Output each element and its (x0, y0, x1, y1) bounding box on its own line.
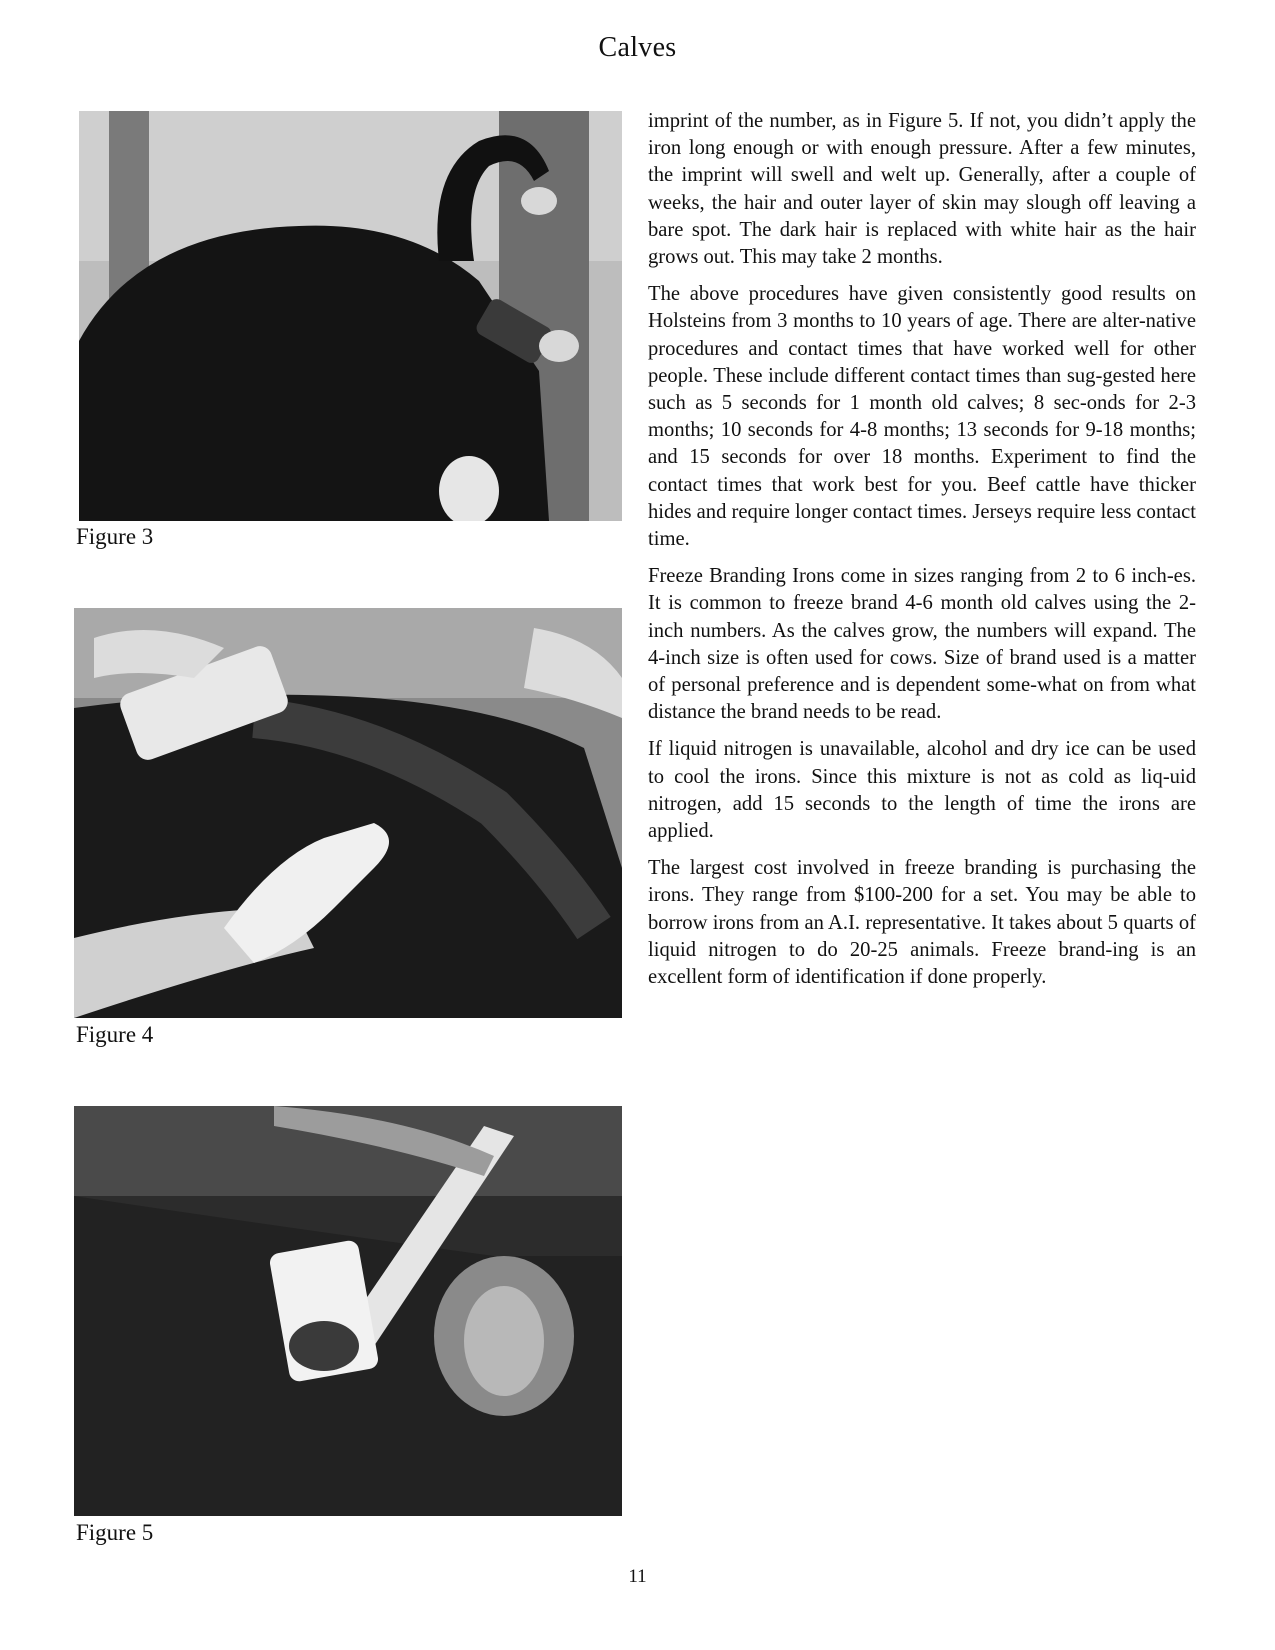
figure-5-photo (74, 1106, 622, 1516)
paragraph-1: imprint of the number, as in Figure 5. If not, you didn’t apply the iron long enough or with enough pressure. After a few minutes, the imprint will swell and welt up. Generally, after a couple of weeks, the hair and outer layer of skin may slough off leaving a bare spot. The dark hair is replaced with white hair as the hair grows out. This may take 2 months. (648, 110, 1196, 269)
paragraph-2: The above procedures have given consistently good results on Holsteins from 3 months to 10 years of age. There are alter-native procedures and contact times that have worked well for other people. These include different contact times than sug-gested here such as 5 seconds for 1 month old calves; 8 sec-onds for 2-3 months; 10 seconds for 4-8 months; 13 seconds for 9-18 months; and 15 seconds for over 18 months. Experiment to find the contact times that work best for you. Beef cattle have thicker hides and require longer contact times. Jerseys require less contact time. (648, 283, 1196, 551)
paragraph-5: The largest cost involved in freeze branding is purchasing the irons. They range from $100-200 for a set. You may be able to borrow irons from an A.I. representative. It takes about 5 quarts of liquid nitrogen to do 20-25 animals. Freeze brand-ing is an excellent form of identification if done properly. (648, 857, 1196, 989)
page-title: Calves (598, 32, 677, 63)
body-text-column (648, 108, 1196, 1001)
paragraph-4: If liquid nitrogen is unavailable, alcohol and dry ice can be used to cool the irons. Since this mixture is not as cold as liq-uid nitrogen, add 15 seconds to the length of time the irons are applied. (648, 738, 1196, 843)
figure-4-caption: Figure 4 (76, 1022, 154, 1047)
paragraph-3: Freeze Branding Irons come in sizes ranging from 2 to 6 inch-es. It is common to freeze brand 4-6 month old calves using the 2-inch numbers. As the calves grow, the numbers will expand. The 4-inch size is often used for cows. Size of brand used is a matter of personal preference and is dependent some-what on from what distance the brand needs to be read. (648, 565, 1196, 724)
figure-3-photo (79, 111, 622, 521)
figure-3-caption: Figure 3 (76, 524, 154, 549)
figure-5-caption: Figure 5 (76, 1520, 154, 1545)
figure-4-photo (74, 608, 622, 1018)
page-number: 11 (628, 1566, 647, 1587)
